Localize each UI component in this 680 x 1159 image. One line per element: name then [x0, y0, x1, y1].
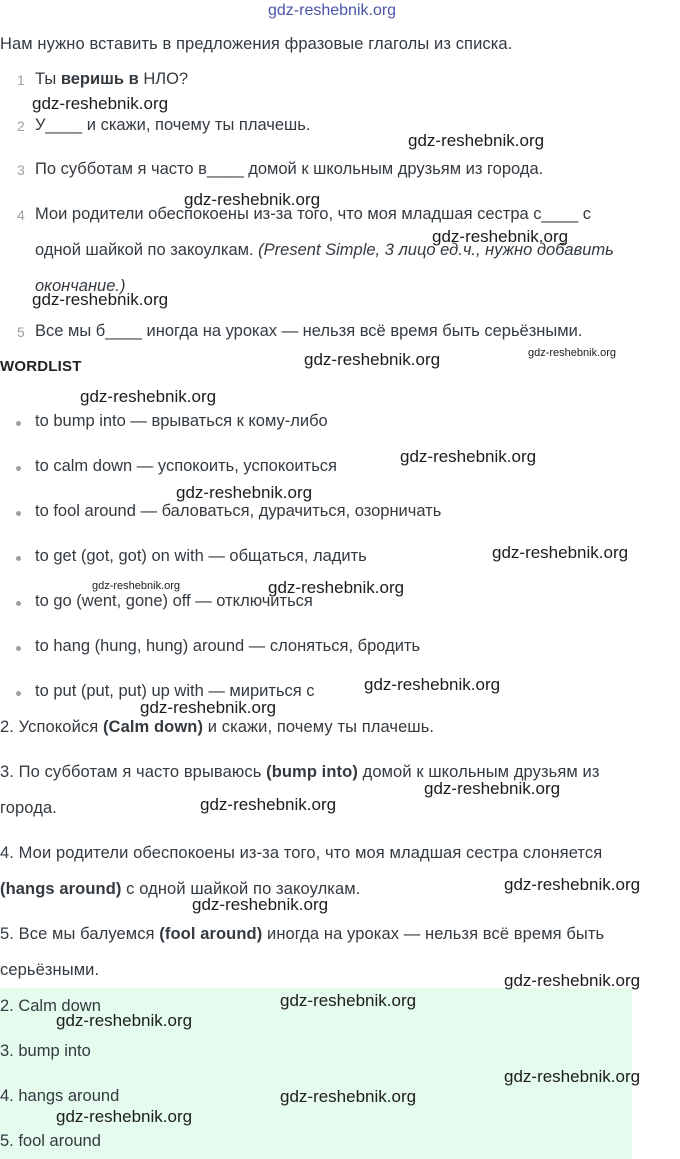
task-2: У____ и скажи, почему ты плачешь.: [35, 116, 311, 134]
watermark: gdz-reshebnik.org: [528, 347, 617, 359]
task-4-line-1: Мои родители обеспокоены из-за того, что моя младшая сестра с____ с: [35, 205, 592, 223]
answer-short: 2. Calm down: [0, 997, 101, 1015]
bullet-icon: [16, 556, 21, 561]
task-1-post: НЛО?: [138, 70, 189, 88]
wordlist-item: to fool around — баловаться, дурачиться, озорничать: [35, 502, 442, 520]
watermark: gdz-reshebnik.org: [280, 1087, 417, 1106]
bullet-icon: [16, 511, 21, 516]
watermark: gdz-reshebnik.org: [304, 350, 441, 369]
task-number: 2: [17, 118, 25, 134]
task-4-note-end: окончание.): [35, 277, 126, 295]
watermark: gdz-reshebnik.org: [32, 290, 169, 309]
wordlist-item: to go (went, gone) off — отключиться: [35, 592, 313, 610]
bullet-icon: [16, 691, 21, 696]
answer-short: 3. bump into: [0, 1042, 91, 1060]
task-number: 1: [17, 72, 25, 88]
answer-text: и скажи, почему ты плачешь.: [203, 718, 435, 736]
answer-full-2: [0, 718, 434, 737]
watermark: gdz-reshebnik.org: [408, 131, 545, 150]
intro-text: Нам нужно вставить в предложения фразовые глаголы из списка.: [0, 35, 513, 53]
watermark: gdz-reshebnik.org: [200, 795, 337, 814]
task-1-pre: Ты: [35, 70, 61, 88]
bullet-icon: [16, 421, 21, 426]
watermark: gdz-reshebnik.org: [140, 698, 277, 717]
wordlist-item: to get (got, got) on with — общаться, ладить: [35, 547, 367, 565]
watermark: gdz-reshebnik.org: [424, 779, 561, 798]
task-4-text: одной шайкой по закоулкам.: [35, 241, 259, 259]
watermark: gdz-reshebnik.org: [504, 1067, 641, 1086]
answer-short: 5. fool around: [0, 1132, 101, 1150]
task-number: 4: [17, 207, 25, 223]
task-4-note: (Present Simple, 3 лицо ед.ч., нужно добавить: [258, 241, 614, 259]
task-number: 3: [17, 162, 25, 178]
bullet-icon: [16, 601, 21, 606]
answer-text: с одной шайкой по закоулкам.: [121, 880, 361, 898]
watermark: gdz-reshebnik.org: [492, 543, 629, 562]
watermark: gdz-reshebnik.org: [280, 991, 417, 1010]
watermark: gdz-reshebnik.org: [184, 190, 321, 209]
answer-full-5: [0, 925, 604, 944]
watermark: gdz-reshebnik.org: [364, 675, 501, 694]
answer-full-3-cont: города.: [0, 799, 57, 817]
watermark: gdz-reshebnik.org: [504, 875, 641, 894]
wordlist-item: to hang (hung, hung) around — слоняться, бродить: [35, 637, 421, 655]
task-number: 5: [17, 324, 25, 340]
answer-bold: (bump into): [266, 763, 358, 781]
watermark: gdz-reshebnik.org: [432, 227, 569, 246]
watermark: gdz-reshebnik.org: [56, 1011, 193, 1030]
watermark: gdz-reshebnik.org: [80, 387, 217, 406]
task-5: Все мы б____ иногда на уроках — нельзя всё время быть серьёзными.: [35, 322, 583, 340]
wordlist-item: to bump into — врываться к кому-либо: [35, 412, 328, 430]
watermark: gdz-reshebnik.org: [192, 895, 329, 914]
answer-text: домой к школьным друзьям из: [357, 763, 600, 781]
bullet-icon: [16, 646, 21, 651]
watermark: gdz-reshebnik.org: [32, 94, 169, 113]
answer-bold: (fool around): [159, 925, 263, 943]
task-1: [35, 70, 188, 89]
watermark: gdz-reshebnik.org: [176, 483, 313, 502]
watermark: gdz-reshebnik.org: [56, 1107, 193, 1126]
watermark: gdz-reshebnik.org: [400, 447, 537, 466]
wordlist-item: to calm down — успокоить, успокоиться: [35, 457, 337, 475]
answer-text: 5. Все мы балуемся: [0, 925, 160, 943]
wordlist-item: to put (put, put) up with — мириться с: [35, 682, 315, 700]
answer-text: 2. Успокойся: [0, 718, 103, 736]
task-1-bold: веришь в: [60, 70, 139, 88]
answer-text: 3. По субботам я часто врываюсь: [0, 763, 267, 781]
watermark-top: gdz-reshebnik.org: [268, 2, 397, 19]
answer-full-5-cont: серьёзными.: [0, 961, 100, 979]
answer-bold: (hangs around): [0, 880, 122, 898]
task-3: По субботам я часто в____ домой к школьным друзьям из города.: [35, 160, 544, 178]
watermark: gdz-reshebnik.org: [268, 578, 405, 597]
answer-full-4: 4. Мои родители обеспокоены из-за того, что моя младшая сестра слоняется: [0, 844, 603, 862]
answer-bold: (Calm down): [102, 718, 204, 736]
answer-short: 4. hangs around: [0, 1087, 120, 1105]
watermark: gdz-reshebnik.org: [504, 971, 641, 990]
wordlist-heading: WORDLIST: [0, 358, 82, 375]
bullet-icon: [16, 466, 21, 471]
watermark: gdz-reshebnik.org: [92, 580, 181, 592]
answer-text: иногда на уроках — нельзя всё время быть: [262, 925, 605, 943]
